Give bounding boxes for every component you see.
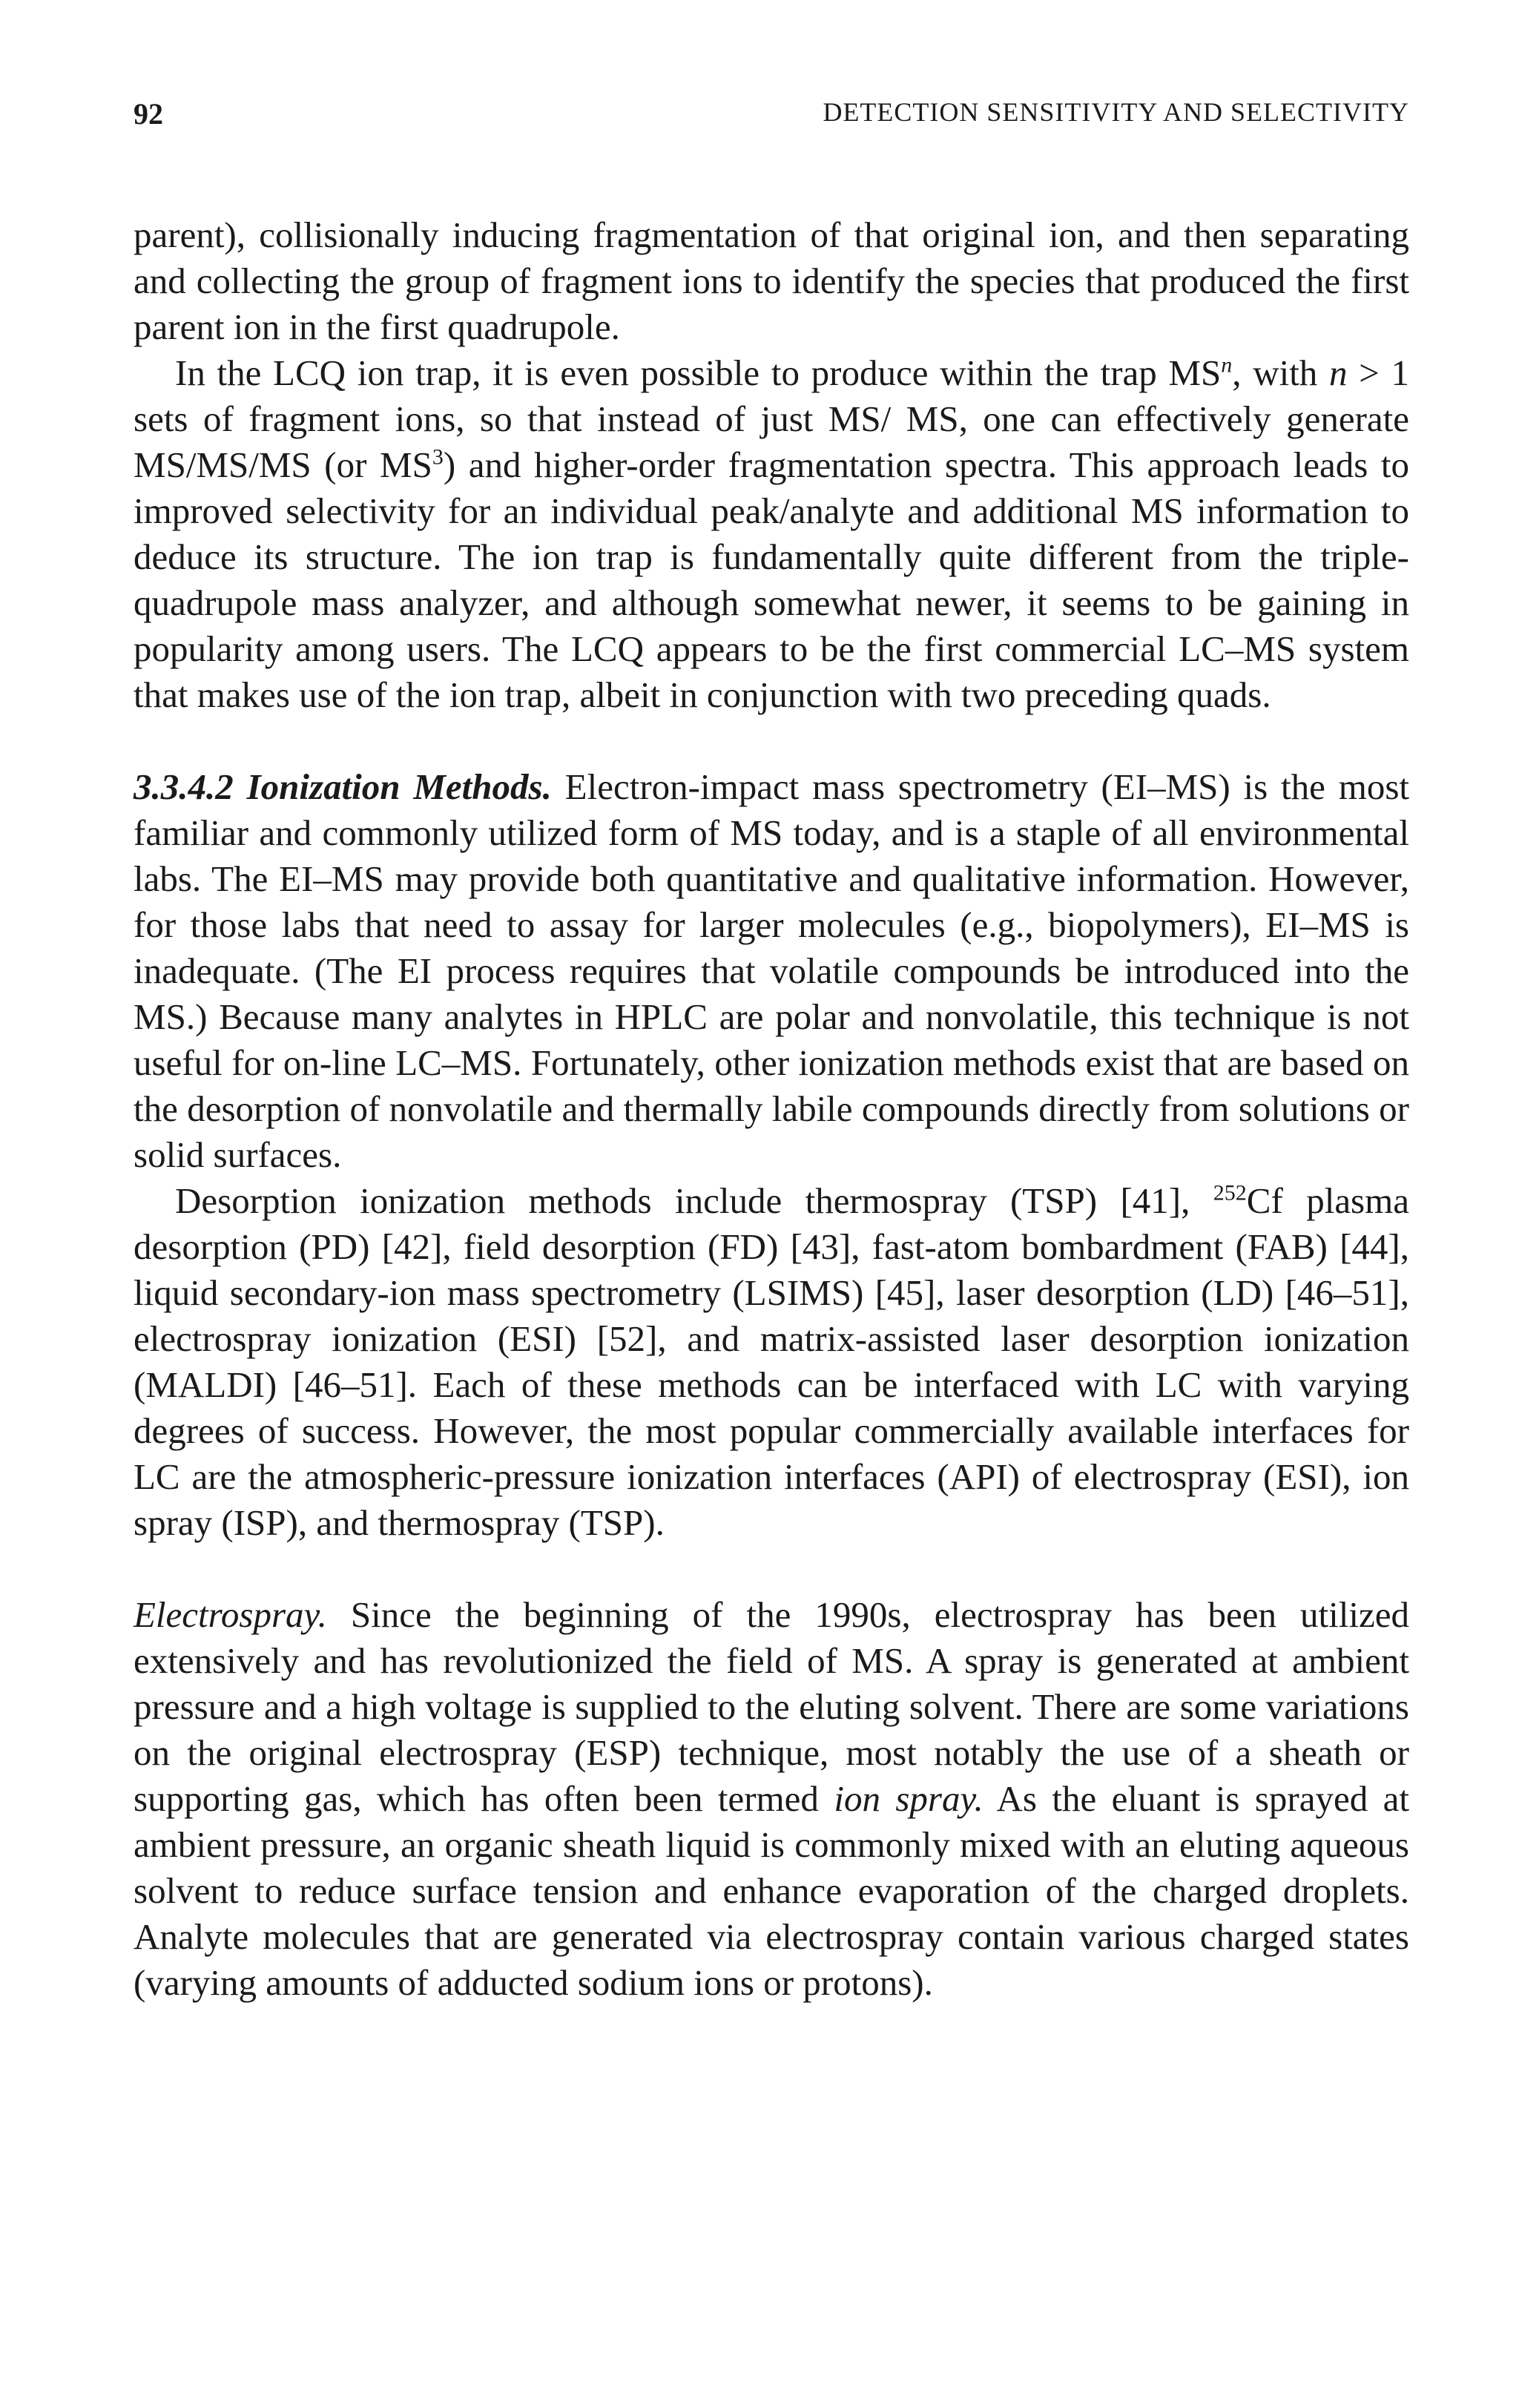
paragraph-lcq-ion-trap: In the LCQ ion trap, it is even possible to produce within the trap $MS^n$, with n > 1 sets of fragment ions, so that instead of just MS/ MS, one can effectively generate MS/MS/MS (or $MS^3$) and higher-order fragmentation spectra. This approach leads to improved selectivity for an individual peak/analyte and additional MS information to deduce its structure. The ion trap is fundamentally quite different from the triple-quadrupole mass analyzer, and although somewhat newer, it seems to be gaining in popularity among users. The LCQ appears to be the first commercial LC–MS system that makes use of the ion trap, albeit in conjunction with two preceding quads. [134, 352, 1409, 715]
running-title: DETECTION SENSITIVITY AND SELECTIVITY [823, 97, 1409, 127]
page [134, 82, 1409, 2006]
running-head [134, 82, 1409, 141]
page-number: 92 [134, 97, 163, 131]
paragraph-continuation: parent), collisionally inducing fragmentation of that original ion, and then separating and collecting the group of fragment ions to identify the species that produced the first parent ion in the first quadrupole. [134, 214, 1409, 347]
section-gap [134, 718, 1409, 764]
section-number: 3.3.4.2 [134, 766, 234, 807]
section-title: Ionization Methods. [246, 766, 552, 807]
subsection-gap [134, 1546, 1409, 1592]
paragraph-ionization-methods: 3.3.4.2 Ionization Methods. Electron-impact mass spectrometry (EI–MS) is the most familiar and commonly utilized form of MS today, and is a staple of all environmental labs. The EI–MS may provide both quantitative and qualitative information. However, for those labs that need to assay for larger molecules (e.g., biopolymers), EI–MS is inadequate. (The EI process requires that volatile compounds be introduced into the MS.) Because many analytes in HPLC are polar and nonvolatile, this technique is not useful for on-line LC–MS. Fortunately, other ionization methods exist that are based on the desorption of nonvolatile and thermally labile compounds directly from solutions or solid surfaces. [134, 766, 1409, 1175]
subsection-heading: Electrospray. [134, 1594, 327, 1635]
body-text [134, 212, 1409, 2006]
paragraph-electrospray: Electrospray. Since the beginning of the 1990s, electrospray has been utilized extensively and has revolutionized the field of MS. A spray is generated at ambient pressure and a high voltage is supplied to the eluting solvent. There are some variations on the original electrospray (ESP) technique, most notably the use of a sheath or supporting gas, which has often been termed ion spray. As the eluant is sprayed at ambient pressure, an organic sheath liquid is commonly mixed with an eluting aqueous solvent to reduce surface tension and enhance evaporation of the charged droplets. Analyte molecules that are generated via electrospray contain various charged states (varying amounts of adducted sodium ions or protons). [134, 1594, 1410, 2003]
paragraph-desorption-methods: Desorption ionization methods include thermospray (TSP) [41], $^{252}$Cf plasma desorption (PD) [42], field desorption (FD) [43], fast-atom bombardment (FAB) [44], liquid secondary-ion mass spectrometry (LSIMS) [45], laser desorption (LD) [46–51], electrospray ionization (ESI) [52], and matrix-assisted laser desorption ionization (MALDI) [46–51]. Each of these methods can be interfaced with LC with varying degrees of success. However, the most popular commercially available interfaces for LC are the atmospheric-pressure ionization interfaces (API) of electrospray (ESI), ion spray (ISP), and thermospray (TSP). [134, 1180, 1409, 1543]
